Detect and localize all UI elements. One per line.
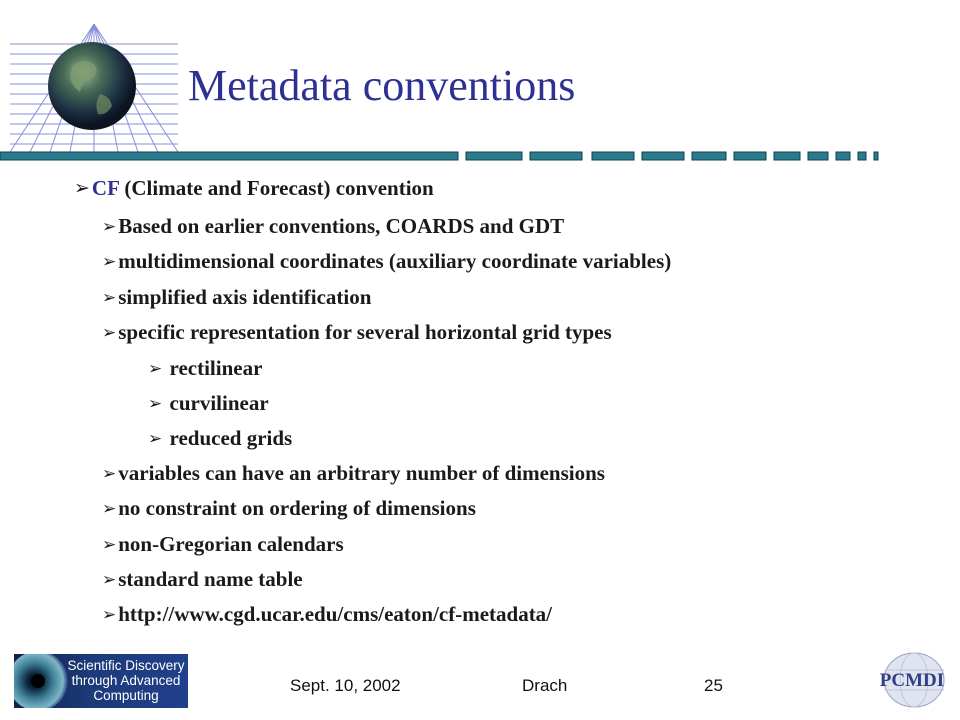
bullet-arrow-icon: ➢ bbox=[102, 323, 117, 343]
bullet-text: (Climate and Forecast) convention bbox=[119, 176, 434, 200]
bullet-subitem bbox=[148, 389, 269, 418]
svg-text:PCMDI: PCMDI bbox=[879, 670, 945, 691]
bullet-subitem bbox=[148, 354, 262, 383]
bullet-item bbox=[102, 530, 344, 559]
bullet-arrow-icon: ➢ bbox=[148, 359, 163, 379]
bullet-text: simplified axis identification bbox=[118, 285, 372, 309]
pcmdi-logo bbox=[876, 650, 948, 712]
bullet-arrow-icon: ➢ bbox=[102, 535, 117, 555]
bullet-text: multidimensional coordinates (auxiliary coordinate variables) bbox=[118, 249, 672, 273]
bullet-text: no constraint on ordering of dimensions bbox=[118, 496, 476, 520]
bullet-subitem bbox=[148, 424, 292, 453]
bullet-item bbox=[102, 212, 564, 241]
bullet-arrow-icon: ➢ bbox=[102, 252, 117, 272]
footer-author: Drach bbox=[522, 676, 568, 695]
bullet-arrow-icon: ➢ bbox=[74, 177, 90, 199]
bullet-text: non-Gregorian calendars bbox=[118, 532, 344, 556]
bullet-arrow-icon: ➢ bbox=[102, 570, 117, 590]
bullet-arrow-icon: ➢ bbox=[102, 217, 117, 237]
bullet-url[interactable] bbox=[102, 600, 552, 629]
bullet-text: standard name table bbox=[118, 567, 303, 591]
bullet-item bbox=[102, 318, 612, 347]
bullet-item bbox=[102, 283, 371, 312]
footer-date: Sept. 10, 2002 bbox=[290, 676, 401, 695]
bullet-item bbox=[102, 247, 671, 276]
bullet-arrow-icon: ➢ bbox=[148, 394, 163, 414]
bullet-arrow-icon: ➢ bbox=[102, 464, 117, 484]
scidac-logo bbox=[14, 654, 188, 708]
cf-label: CF bbox=[91, 176, 120, 200]
bullet-arrow-icon: ➢ bbox=[102, 605, 117, 625]
bullet-item bbox=[102, 459, 605, 488]
bullet-text: Based on earlier conventions, COARDS and GDT bbox=[118, 214, 565, 238]
bullet-arrow-icon: ➢ bbox=[148, 429, 163, 449]
url-link[interactable]: http://www.cgd.ucar.edu/cms/eaton/cf-metadata/ bbox=[118, 602, 553, 626]
globe-grid-logo bbox=[10, 24, 178, 152]
scidac-text: Scientific Discovery through Advanced Computing bbox=[67, 658, 185, 703]
bullet-arrow-icon: ➢ bbox=[102, 288, 117, 308]
bullet-text: reduced grids bbox=[164, 426, 293, 450]
bullet-text: specific representation for several horizontal grid types bbox=[118, 320, 612, 344]
bullet-item bbox=[102, 565, 303, 594]
slide-title: Metadata conventions bbox=[188, 61, 576, 110]
bullet-item bbox=[102, 494, 476, 523]
bullet-arrow-icon: ➢ bbox=[102, 499, 117, 519]
title-divider bbox=[0, 150, 882, 162]
sdac-eye-icon bbox=[14, 654, 70, 708]
bullet-text: rectilinear bbox=[164, 356, 263, 380]
bullet-text: curvilinear bbox=[164, 391, 269, 415]
footer-page-number: 25 bbox=[704, 676, 723, 695]
bullet-cf-convention bbox=[74, 174, 434, 202]
bullet-text: variables can have an arbitrary number of dimensions bbox=[118, 461, 605, 485]
